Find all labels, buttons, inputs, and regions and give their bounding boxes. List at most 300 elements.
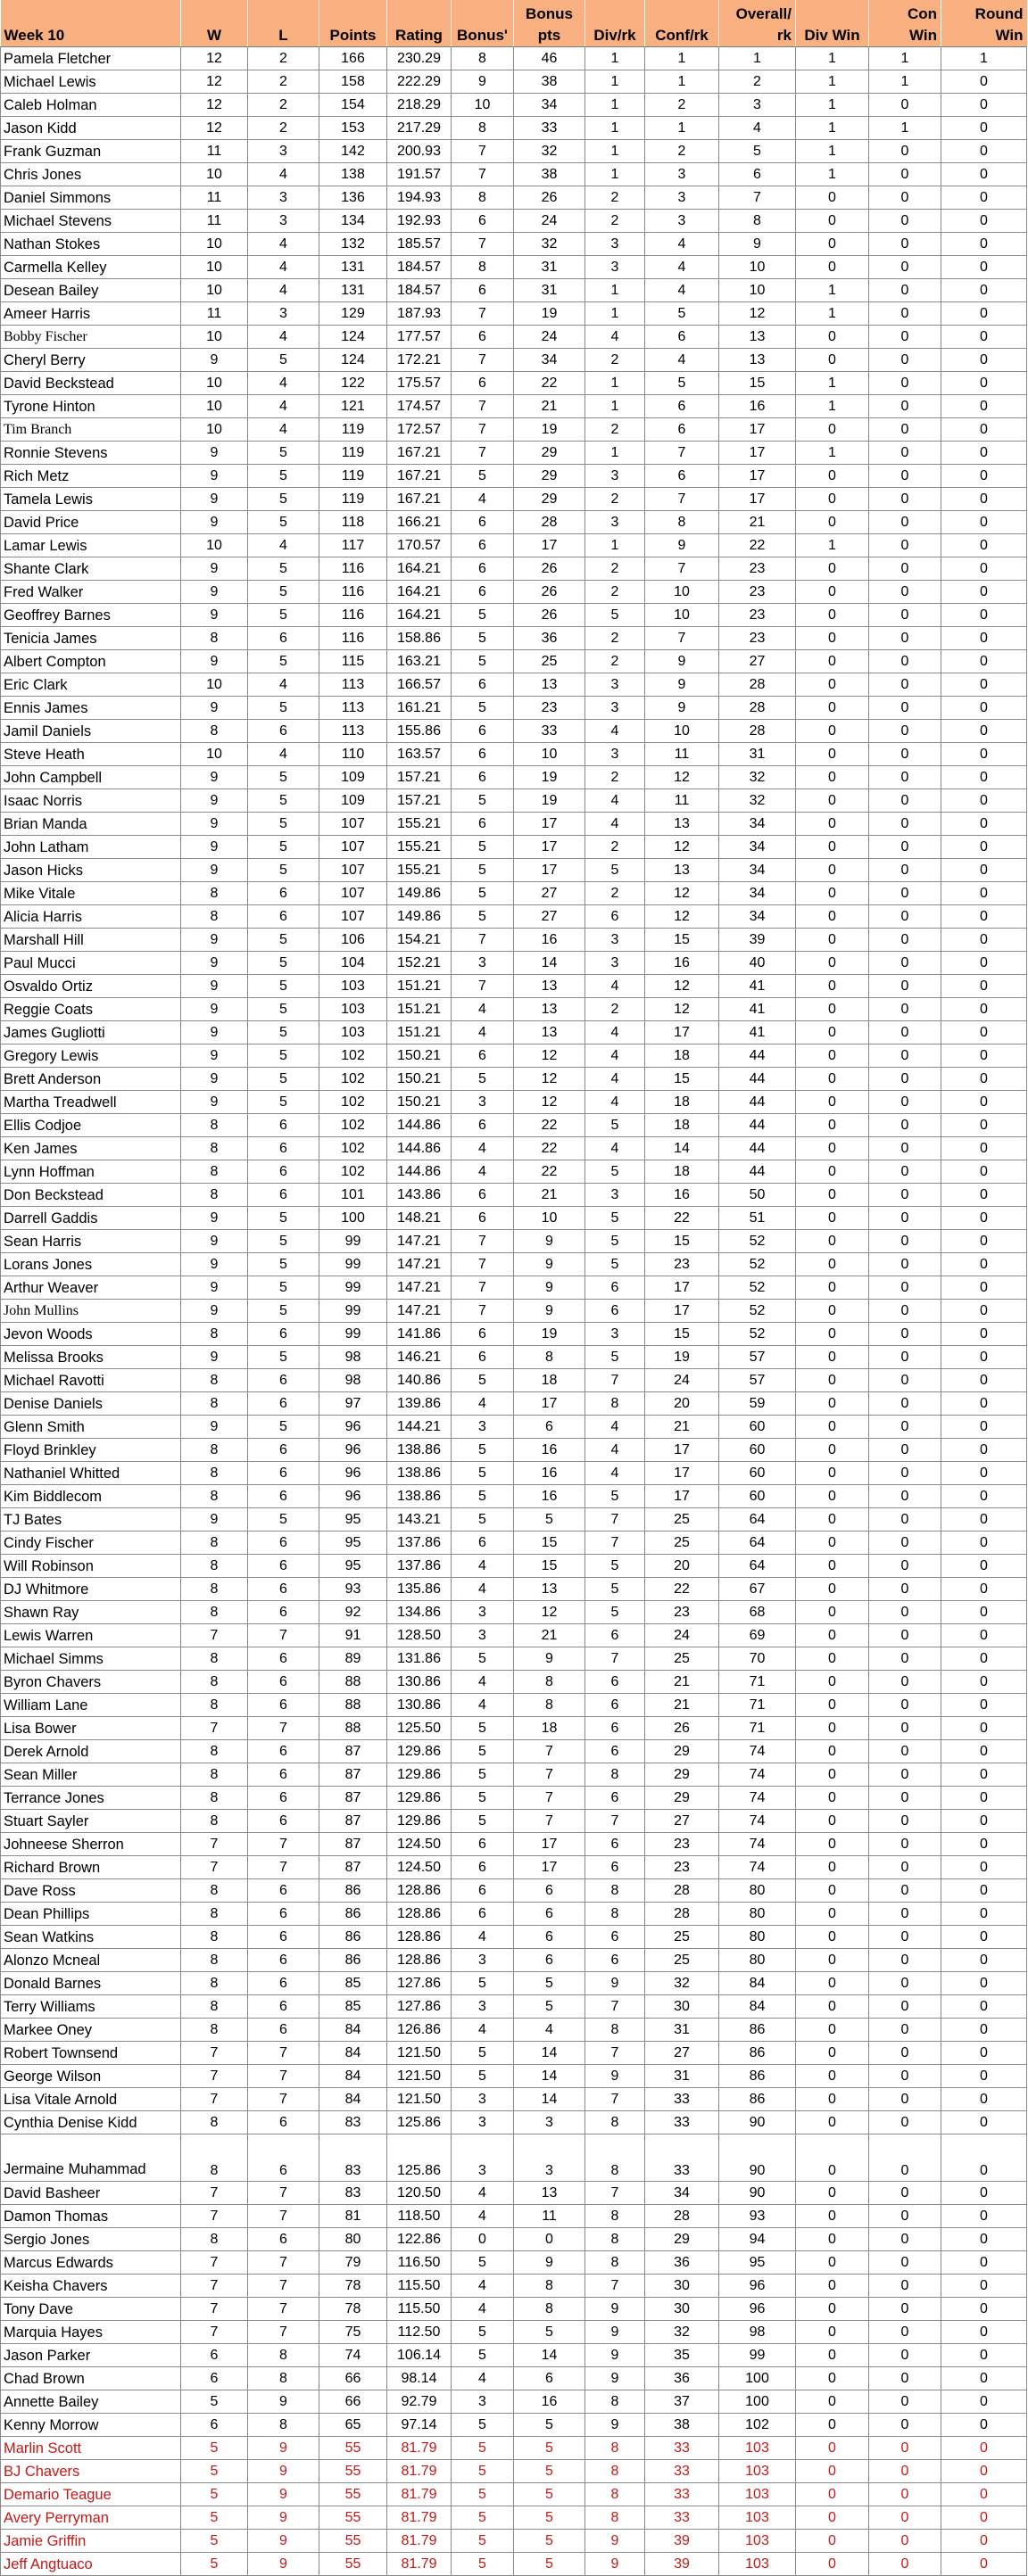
round-win-cell: 0 [941,1926,1027,1949]
round-win-cell: 0 [941,1601,1027,1624]
bonus-count-cell: 7 [452,163,514,186]
division-rank-cell: 6 [585,1300,645,1323]
wins-cell: 7 [181,2042,248,2065]
division-rank-cell: 1 [585,442,645,465]
wins-cell: 7 [181,2065,248,2088]
losses-cell: 5 [248,1346,319,1369]
overall-rank-cell: 44 [719,1068,796,1091]
bonus-count-cell: 6 [452,1323,514,1346]
bonus-points-cell: 8 [514,2298,585,2321]
division-rank-cell: 5 [585,1207,645,1230]
table-row [1,1903,1027,1926]
division-rank-cell: 3 [585,233,645,256]
conference-rank-cell: 33 [645,2111,719,2134]
bonus-count-cell: 4 [452,1694,514,1717]
losses-cell: 5 [248,836,319,859]
overall-rank-cell: 86 [719,2088,796,2111]
round-win-cell: 0 [941,975,1027,998]
division-win-cell: 0 [796,2111,869,2134]
points-cell: 166 [319,47,387,70]
rating-cell: 174.57 [387,395,452,418]
losses-cell: 4 [248,326,319,349]
losses-cell: 6 [248,1903,319,1926]
round-win-cell: 0 [941,2182,1027,2205]
conference-win-cell: 0 [869,1856,941,1879]
bonus-points-cell: 3 [514,2111,585,2134]
table-row [1,279,1027,302]
bonus-points-cell: 29 [514,442,585,465]
conference-win-cell: 0 [869,627,941,650]
table-row [1,210,1027,233]
conference-win-cell: 0 [869,94,941,117]
table-row [1,2134,1027,2182]
wins-cell: 8 [181,1694,248,1717]
table-row [1,2088,1027,2111]
conference-win-cell: 0 [869,2321,941,2344]
wins-cell: 10 [181,673,248,697]
division-win-cell: 0 [796,1787,869,1810]
conference-rank-cell: 3 [645,163,719,186]
player-name-cell: Annette Bailey [1,2390,181,2414]
player-name-cell: Glenn Smith [1,1416,181,1439]
conference-win-cell: 0 [869,2390,941,2414]
table-row [1,2019,1027,2042]
conference-rank-cell: 17 [645,1439,719,1462]
bonus-points-cell: 13 [514,975,585,998]
conference-win-cell: 0 [869,673,941,697]
wins-cell: 10 [181,534,248,557]
division-rank-cell: 7 [585,2088,645,2111]
losses-cell: 7 [248,1624,319,1647]
losses-cell: 5 [248,929,319,952]
division-win-cell: 0 [796,2344,869,2367]
wins-cell: 10 [181,418,248,442]
points-cell: 99 [319,1323,387,1346]
round-win-cell: 1 [941,47,1027,70]
player-name-cell: Paul Mucci [1,952,181,975]
bonus-points-cell: 14 [514,952,585,975]
rating-cell: 218.29 [387,94,452,117]
conference-win-cell: 0 [869,929,941,952]
table-row [1,2460,1027,2483]
bonus-count-cell: 5 [452,2065,514,2088]
points-cell: 88 [319,1671,387,1694]
header-line-1: Con [907,5,937,22]
division-win-cell: 0 [796,766,869,789]
losses-cell: 5 [248,1416,319,1439]
overall-rank-cell: 34 [719,813,796,836]
conference-rank-cell: 29 [645,1787,719,1810]
division-win-cell: 1 [796,279,869,302]
division-win-cell: 0 [796,1392,869,1416]
division-win-cell: 0 [796,1578,869,1601]
rating-cell: 128.86 [387,1903,452,1926]
conference-rank-cell: 10 [645,581,719,604]
overall-rank-cell: 17 [719,442,796,465]
division-rank-cell: 8 [585,2019,645,2042]
points-cell: 87 [319,1763,387,1787]
bonus-points-cell: 0 [514,2228,585,2251]
bonus-points-cell: 28 [514,511,585,534]
division-win-cell: 0 [796,1532,869,1555]
points-cell: 110 [319,743,387,766]
player-name-cell: Sean Watkins [1,1926,181,1949]
points-cell: 86 [319,1879,387,1903]
bonus-count-cell: 5 [452,1485,514,1508]
table-row [1,1068,1027,1091]
division-win-cell: 0 [796,557,869,581]
bonus-count-cell: 6 [452,1532,514,1555]
division-rank-cell: 3 [585,697,645,720]
conference-win-cell: 0 [869,1346,941,1369]
table-row [1,1091,1027,1114]
wins-cell: 9 [181,697,248,720]
overall-rank-cell: 52 [719,1230,796,1253]
wins-cell: 5 [181,2390,248,2414]
division-rank-cell: 2 [585,650,645,673]
losses-cell: 6 [248,1647,319,1671]
conference-win-cell: 0 [869,2205,941,2228]
overall-rank-cell: 13 [719,349,796,372]
bonus-count-cell: 5 [452,2251,514,2275]
wins-cell: 8 [181,1949,248,1972]
wins-cell: 10 [181,372,248,395]
player-name-cell: Frank Guzman [1,140,181,163]
division-rank-cell: 3 [585,952,645,975]
division-win-cell: 0 [796,1763,869,1787]
points-cell: 99 [319,1230,387,1253]
losses-cell: 5 [248,1044,319,1068]
conference-win-cell: 0 [869,1276,941,1300]
player-name-cell: Damon Thomas [1,2205,181,2228]
table-row [1,418,1027,442]
round-win-cell: 0 [941,1462,1027,1485]
table-row [1,1044,1027,1068]
round-win-cell: 0 [941,1253,1027,1276]
losses-cell: 6 [248,1787,319,1810]
division-win-cell: 0 [796,1207,869,1230]
points-cell: 119 [319,465,387,488]
player-name-cell: Marlin Scott [1,2437,181,2460]
bonus-count-cell: 3 [452,2111,514,2134]
conference-win-cell: 0 [869,2483,941,2506]
wins-cell: 9 [181,465,248,488]
losses-cell: 6 [248,1439,319,1462]
losses-cell: 2 [248,117,319,140]
round-win-cell: 0 [941,1300,1027,1323]
conference-win-cell: 0 [869,975,941,998]
conference-rank-cell: 13 [645,859,719,882]
overall-rank-cell: 34 [719,836,796,859]
losses-cell: 7 [248,1856,319,1879]
rating-cell: 161.21 [387,697,452,720]
division-win-cell: 0 [796,2483,869,2506]
rating-cell: 146.21 [387,1346,452,1369]
conference-rank-cell: 13 [645,813,719,836]
losses-cell: 5 [248,1068,319,1091]
wins-cell: 7 [181,1856,248,1879]
conference-rank-cell: 9 [645,673,719,697]
table-row [1,1508,1027,1532]
conference-rank-cell: 1 [645,47,719,70]
conference-rank-cell: 12 [645,905,719,929]
division-win-cell: 0 [796,720,869,743]
conference-win-cell: 0 [869,442,941,465]
conference-rank-cell: 18 [645,1114,719,1137]
rating-cell: 191.57 [387,163,452,186]
points-cell: 97 [319,1392,387,1416]
rating-cell: 81.79 [387,2483,452,2506]
round-win-cell: 0 [941,1068,1027,1091]
rating-cell: 81.79 [387,2506,452,2530]
points-cell: 98 [319,1369,387,1392]
division-win-cell: 0 [796,2205,869,2228]
division-win-cell: 0 [796,2530,869,2553]
bonus-count-cell: 4 [452,2205,514,2228]
overall-rank-cell: 70 [719,1647,796,1671]
overall-rank-cell: 67 [719,1578,796,1601]
division-win-cell: 0 [796,1276,869,1300]
bonus-count-cell: 6 [452,1879,514,1903]
division-win-cell: 0 [796,859,869,882]
division-win-cell: 0 [796,581,869,604]
overall-rank-cell: 28 [719,673,796,697]
rating-cell: 151.21 [387,1021,452,1044]
bonus-count-cell: 3 [452,1995,514,2019]
division-rank-cell: 2 [585,186,645,210]
division-win-cell: 0 [796,952,869,975]
table-row [1,2205,1027,2228]
bonus-points-cell: 29 [514,488,585,511]
wins-cell: 7 [181,2275,248,2298]
wins-cell: 9 [181,1300,248,1323]
conference-win-cell: 0 [869,1114,941,1137]
conference-win-cell: 0 [869,279,941,302]
rating-cell: 129.86 [387,1763,452,1787]
rating-cell: 127.86 [387,1995,452,2019]
division-win-cell: 0 [796,465,869,488]
conference-rank-cell: 29 [645,1740,719,1763]
overall-rank-cell: 32 [719,789,796,813]
conference-win-cell: 0 [869,2414,941,2437]
losses-cell: 6 [248,1926,319,1949]
conference-rank-cell: 15 [645,1323,719,1346]
losses-cell: 3 [248,140,319,163]
bonus-points-cell: 5 [514,1508,585,1532]
division-rank-cell: 1 [585,534,645,557]
division-rank-cell: 2 [585,836,645,859]
division-win-cell: 0 [796,1903,869,1926]
losses-cell: 6 [248,1671,319,1694]
rating-cell: 167.21 [387,465,452,488]
conference-win-cell: 0 [869,836,941,859]
bonus-points-cell: 31 [514,256,585,279]
losses-cell: 6 [248,1137,319,1160]
division-rank-cell: 1 [585,94,645,117]
bonus-points-cell: 13 [514,998,585,1021]
division-win-cell: 0 [796,1671,869,1694]
overall-rank-cell: 64 [719,1532,796,1555]
division-win-cell: 1 [796,302,869,326]
bonus-count-cell: 7 [452,1300,514,1323]
rating-cell: 131.86 [387,1647,452,1671]
division-win-cell: 0 [796,511,869,534]
bonus-points-cell: 16 [514,929,585,952]
division-rank-cell: 4 [585,789,645,813]
conference-win-cell: 0 [869,210,941,233]
points-cell: 116 [319,627,387,650]
conference-win-cell: 0 [869,1972,941,1995]
division-rank-cell: 3 [585,1323,645,1346]
overall-rank-cell: 13 [719,326,796,349]
bonus-points-cell: 23 [514,697,585,720]
conference-rank-cell: 6 [645,418,719,442]
wins-cell: 8 [181,1323,248,1346]
rating-cell: 151.21 [387,998,452,1021]
conference-win-cell: 0 [869,2042,941,2065]
losses-cell: 7 [248,2275,319,2298]
wins-cell: 8 [181,1184,248,1207]
player-name-cell: Lisa Vitale Arnold [1,2088,181,2111]
points-cell: 102 [319,1137,387,1160]
points-cell: 87 [319,1787,387,1810]
bonus-count-cell: 3 [452,952,514,975]
wins-cell: 10 [181,233,248,256]
rating-cell: 157.21 [387,766,452,789]
round-win-cell: 0 [941,70,1027,94]
points-cell: 66 [319,2367,387,2390]
overall-rank-cell: 27 [719,650,796,673]
points-cell: 85 [319,1995,387,2019]
conference-win-cell: 0 [869,952,941,975]
division-rank-cell: 2 [585,557,645,581]
overall-rank-cell: 102 [719,2414,796,2437]
table-row [1,2506,1027,2530]
losses-cell: 6 [248,1392,319,1416]
wins-cell: 7 [181,2251,248,2275]
conference-win-cell: 0 [869,1230,941,1253]
bonus-points-cell: 6 [514,1416,585,1439]
round-win-cell: 0 [941,1369,1027,1392]
division-win-cell: 0 [796,882,869,905]
division-rank-cell: 3 [585,511,645,534]
conference-win-cell: 0 [869,882,941,905]
bonus-count-cell: 6 [452,673,514,697]
conference-win-cell: 0 [869,2553,941,2576]
rating-cell: 151.21 [387,975,452,998]
wins-cell: 8 [181,1787,248,1810]
round-win-cell: 0 [941,859,1027,882]
division-rank-cell: 9 [585,2298,645,2321]
division-rank-cell: 6 [585,1949,645,1972]
wins-cell: 9 [181,1021,248,1044]
conference-rank-cell: 27 [645,2042,719,2065]
losses-cell: 6 [248,1601,319,1624]
bonus-points-cell: 9 [514,1647,585,1671]
division-win-cell: 0 [796,186,869,210]
conference-win-cell: 0 [869,2088,941,2111]
player-name-cell: Marcus Edwards [1,2251,181,2275]
conference-rank-cell: 17 [645,1485,719,1508]
header-line-2: Conf/rk [655,27,709,44]
bonus-points-cell: 33 [514,720,585,743]
rating-cell: 127.86 [387,1972,452,1995]
round-win-cell: 0 [941,210,1027,233]
player-name-cell: Michael Stevens [1,210,181,233]
wins-cell: 11 [181,210,248,233]
losses-cell: 7 [248,1717,319,1740]
round-win-cell: 0 [941,372,1027,395]
wins-cell: 9 [181,650,248,673]
division-rank-cell: 1 [585,47,645,70]
wins-cell: 9 [181,1508,248,1532]
table-row [1,2437,1027,2460]
division-rank-cell: 6 [585,1787,645,1810]
conference-rank-cell: 28 [645,2205,719,2228]
player-name-cell: James Gugliotti [1,1021,181,1044]
player-name-cell: Denise Daniels [1,1392,181,1416]
rating-cell: 172.21 [387,349,452,372]
wins-cell: 9 [181,952,248,975]
player-name-cell: Tony Dave [1,2298,181,2321]
wins-header [181,0,248,47]
overall-rank-cell: 32 [719,766,796,789]
header-line-1: Bonus [526,5,573,22]
table-row [1,534,1027,557]
rating-cell: 200.93 [387,140,452,163]
table-row [1,1671,1027,1694]
rating-cell: 144.86 [387,1160,452,1184]
division-rank-cell: 9 [585,2321,645,2344]
rating-cell: 184.57 [387,279,452,302]
conference-rank-cell: 34 [645,2182,719,2205]
overall-rank-cell: 103 [719,2437,796,2460]
rating-cell: 116.50 [387,2251,452,2275]
table-row [1,1740,1027,1763]
table-row [1,650,1027,673]
points-cell: 87 [319,1833,387,1856]
rating-cell: 140.86 [387,1369,452,1392]
player-name-cell: Michael Lewis [1,70,181,94]
table-row [1,952,1027,975]
bonus-points-cell: 13 [514,673,585,697]
losses-cell: 5 [248,859,319,882]
overall-rank-cell: 80 [719,1926,796,1949]
table-row [1,557,1027,581]
points-cell: 89 [319,1647,387,1671]
losses-cell: 4 [248,395,319,418]
division-win-cell: 0 [796,813,869,836]
bonus-points-cell: 18 [514,1717,585,1740]
bonus-points-cell: 12 [514,1044,585,1068]
rating-header [387,0,452,47]
table-row [1,2228,1027,2251]
overall-rank-cell: 9 [719,233,796,256]
overall-rank-cell: 74 [719,1787,796,1810]
conference-win-cell: 0 [869,349,941,372]
table-row [1,186,1027,210]
losses-cell: 6 [248,2134,319,2182]
conference-rank-cell: 5 [645,302,719,326]
rating-cell: 164.21 [387,557,452,581]
points-cell: 96 [319,1416,387,1439]
division-win-cell: 0 [796,256,869,279]
rating-cell: 150.21 [387,1091,452,1114]
player-name-cell: Byron Chavers [1,1671,181,1694]
conference-rank-cell: 23 [645,1856,719,1879]
points-header [319,0,387,47]
table-row [1,813,1027,836]
